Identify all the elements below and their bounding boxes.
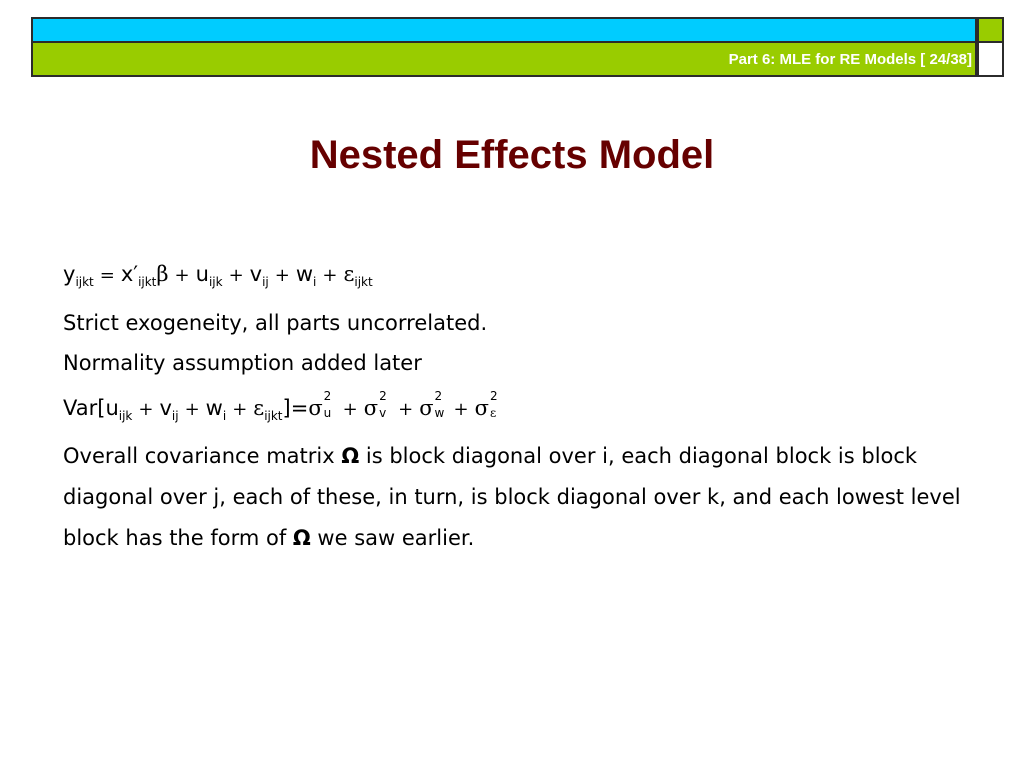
eq-x-sub: ijkt bbox=[138, 275, 157, 289]
sigma-v-sub: v bbox=[379, 406, 387, 420]
var-u: u bbox=[105, 396, 119, 420]
var-plus: + bbox=[184, 399, 200, 420]
eq-plus: + bbox=[274, 265, 290, 286]
eq-v-sub: ij bbox=[262, 275, 269, 289]
sigma-epsilon-sq: 2 bbox=[489, 389, 498, 403]
para-text-3: we saw earlier. bbox=[310, 526, 475, 550]
eq-w: w bbox=[295, 262, 314, 286]
sigma-w: σ bbox=[419, 396, 434, 420]
sigma-w-sub: w bbox=[434, 406, 445, 420]
var-epsilon: ε bbox=[253, 396, 265, 420]
var-epsilon-sub: ijkt bbox=[264, 409, 283, 423]
var-plus: + bbox=[398, 399, 414, 420]
model-equation bbox=[63, 262, 373, 289]
sigma-u-sub: u bbox=[323, 406, 332, 420]
var-plus: + bbox=[138, 399, 154, 420]
sigma-v: σ bbox=[363, 396, 379, 420]
omega-symbol: Ω bbox=[341, 444, 360, 468]
eq-y: y bbox=[63, 262, 76, 286]
sigma-v-sq: 2 bbox=[379, 389, 387, 403]
var-u-sub: ijk bbox=[118, 409, 133, 423]
eq-u: u bbox=[195, 262, 209, 286]
eq-u-sub: ijk bbox=[208, 275, 223, 289]
eq-epsilon-sub: ijkt bbox=[354, 275, 373, 289]
eq-plus: + bbox=[174, 265, 190, 286]
header-side-block-bottom bbox=[977, 43, 1004, 77]
header-band-top bbox=[31, 17, 977, 43]
sigma-u: σ bbox=[308, 396, 323, 420]
sigma-u-scripts bbox=[323, 389, 337, 420]
eq-plus: + bbox=[228, 265, 244, 286]
eq-w-sub: i bbox=[313, 275, 317, 289]
sigma-epsilon: σ bbox=[474, 396, 489, 420]
var-open: Var[ bbox=[63, 396, 106, 420]
para-text-1: Overall covariance matrix bbox=[63, 444, 342, 468]
sigma-w-sq: 2 bbox=[434, 389, 443, 403]
para-text-2: is block diagonal over i, each diagonal block is block diagonal over j, each of these, in turn, is block diagonal over k, and each lowest level block has the form of bbox=[63, 444, 961, 550]
sigma-w-scripts bbox=[434, 389, 448, 420]
variance-equation bbox=[63, 389, 503, 423]
eq-x: x′ bbox=[120, 262, 139, 286]
sigma-epsilon-sub: ε bbox=[489, 406, 497, 420]
var-close-equals: ]= bbox=[282, 396, 309, 420]
eq-v: v bbox=[249, 262, 263, 286]
sigma-v-scripts bbox=[378, 389, 392, 420]
header-caption: Part 6: MLE for RE Models [ 24/38] bbox=[728, 51, 972, 68]
var-plus: + bbox=[342, 399, 358, 420]
eq-y-sub: ijkt bbox=[75, 275, 94, 289]
normality-line: Normality assumption added later bbox=[63, 351, 422, 375]
sigma-epsilon-scripts bbox=[489, 389, 503, 420]
var-w: w bbox=[205, 396, 223, 420]
exogeneity-line: Strict exogeneity, all parts uncorrelated. bbox=[63, 311, 488, 335]
covariance-paragraph bbox=[63, 436, 973, 559]
omega-symbol: Ω bbox=[292, 526, 311, 550]
sigma-u-sq: 2 bbox=[323, 389, 332, 403]
eq-epsilon: ε bbox=[343, 262, 355, 286]
var-plus: + bbox=[453, 399, 469, 420]
var-v: v bbox=[159, 396, 172, 420]
eq-equals: = bbox=[99, 265, 115, 286]
var-w-sub: i bbox=[222, 409, 227, 423]
var-v-sub: ij bbox=[171, 409, 179, 423]
header-side-block-top bbox=[977, 17, 1004, 43]
eq-plus: + bbox=[322, 265, 338, 286]
var-plus: + bbox=[232, 399, 248, 420]
eq-beta: β bbox=[156, 262, 169, 286]
slide-title: Nested Effects Model bbox=[309, 133, 715, 177]
